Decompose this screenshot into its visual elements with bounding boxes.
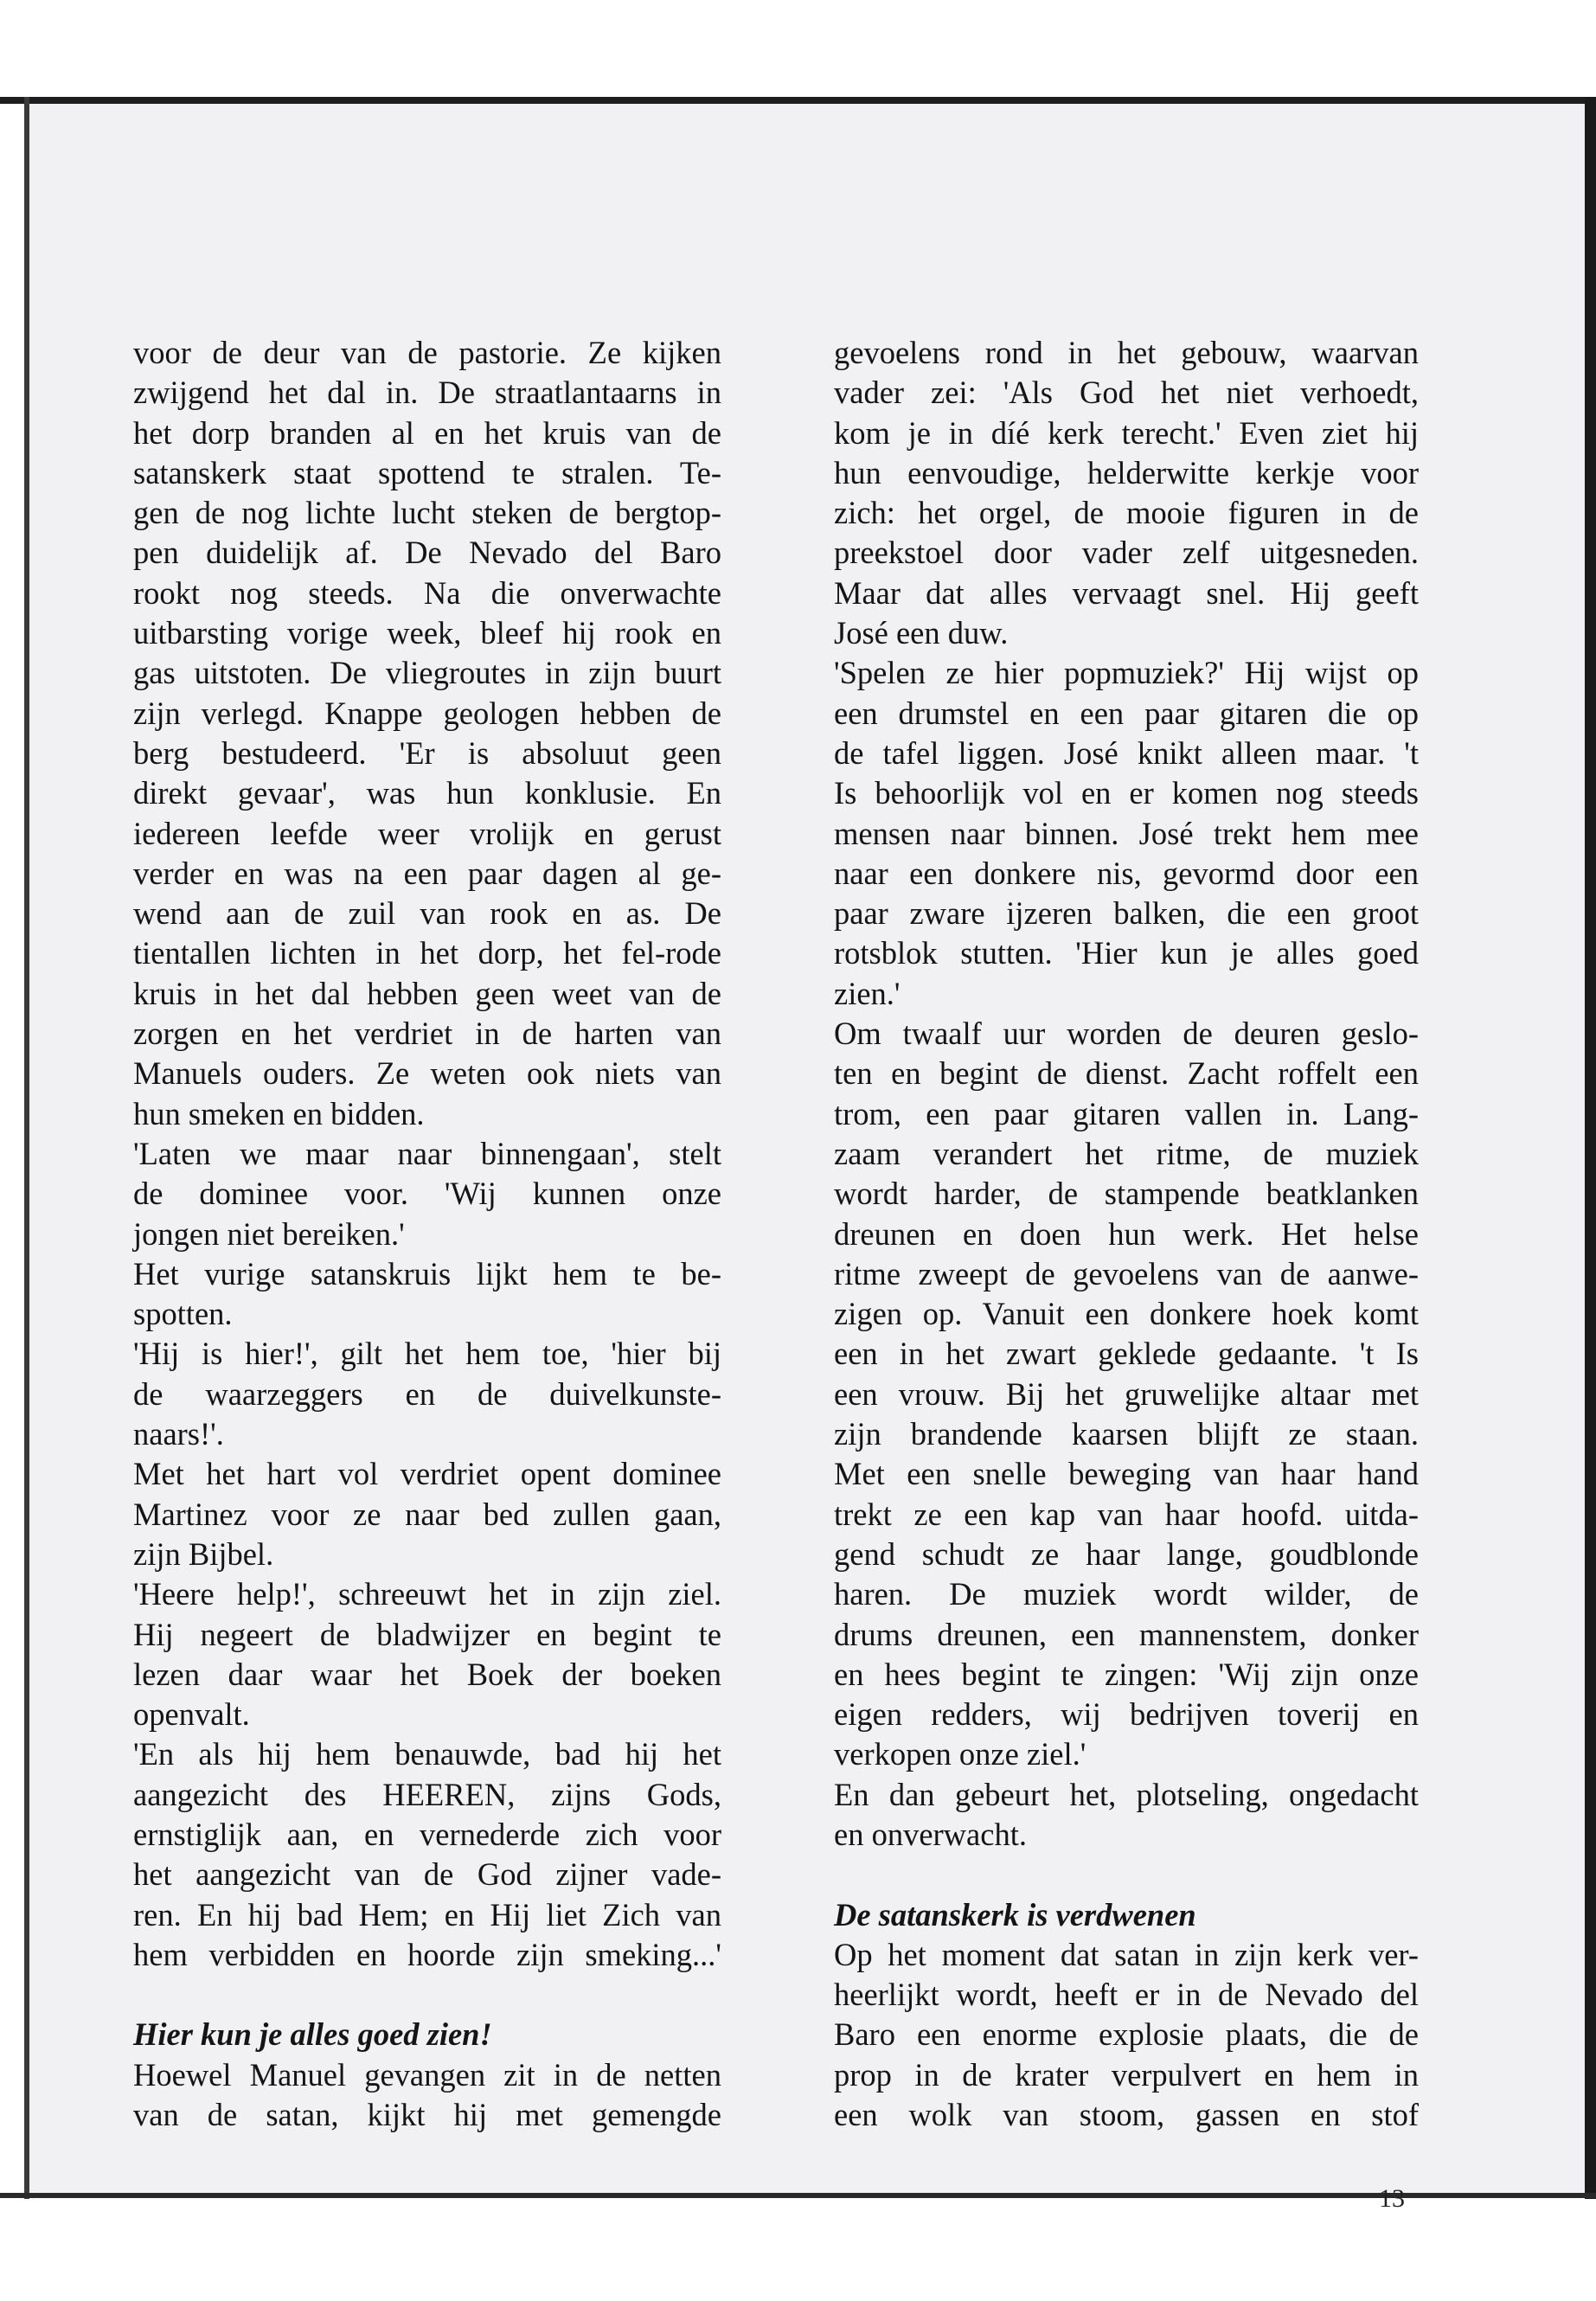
text-line: zigen op. Vanuit een donkere hoek komt	[834, 1296, 1419, 1332]
text-line: zien.'	[834, 975, 901, 1011]
text-line: satanskerk staat spottend te stralen. Te-	[133, 454, 721, 490]
text-line: en hees begint te zingen: 'Wij zijn onze	[834, 1656, 1419, 1692]
text-line: kruis in het dal hebben geen weet van de	[133, 975, 721, 1011]
text-line: Hoewel Manuel gevangen zit in de netten	[133, 2056, 721, 2093]
text-line: prop in de krater verpulvert en hem in	[834, 2056, 1419, 2093]
text-line: hun smeken en bidden.	[133, 1095, 425, 1131]
page-number: 13	[1379, 2184, 1405, 2213]
text-line: ritme zweept de gevoelens van de aanwe-	[834, 1255, 1419, 1292]
text-line: iedereen leefde weer vrolijk en gerust	[133, 815, 721, 851]
text-line: rookt nog steeds. Na die onverwachte	[133, 574, 721, 611]
book-page	[29, 104, 1585, 2213]
text-line: Baro een enorme explosie plaats, die de	[834, 2016, 1419, 2053]
text-line: een in het zwart geklede gedaante. 't Is	[834, 1336, 1419, 1372]
text-line: direkt gevaar', was hun konklusie. En	[133, 775, 721, 811]
text-line: de waarzeggers en de duivelkunste-	[133, 1375, 721, 1412]
text-line: wend aan de zuil van rook en as. De	[133, 895, 721, 932]
text-line: dreunen en doen hun werk. Het helse	[834, 1215, 1419, 1252]
text-line: rotsblok stutten. 'Hier kun je alles goed	[834, 935, 1419, 971]
text-line: gas uitstoten. De vliegroutes in zijn buurt	[133, 655, 721, 691]
text-line: En dan gebeurt het, plotseling, ongedacht	[834, 1776, 1419, 1812]
text-line: openvalt.	[133, 1696, 250, 1733]
scan-border-right	[1585, 97, 1596, 2199]
text-line: vader zei: 'Als God het niet verhoedt,	[834, 375, 1419, 411]
text-line: 'Heere help!', schreeuwt het in zijn ziel.	[133, 1576, 721, 1612]
scan-border-bottom	[0, 2193, 1596, 2198]
text-line: een vrouw. Bij het gruwelijke altaar met	[834, 1375, 1419, 1412]
section-heading: Hier kun je alles goed zien!	[133, 2016, 492, 2053]
text-line: het aangezicht van de God zijner vade-	[133, 1856, 721, 1893]
text-line: jongen niet bereiken.'	[133, 1215, 405, 1252]
scan-border-top	[0, 97, 1596, 104]
text-line: 'Hij is hier!', gilt het hem toe, 'hier bij	[133, 1336, 721, 1372]
text-line: berg bestudeerd. 'Er is absoluut geen	[133, 734, 721, 771]
text-line: pen duidelijk af. De Nevado del Baro	[133, 535, 721, 571]
text-line: gen de nog lichte lucht steken de bergtop-	[133, 495, 721, 531]
text-line: de tafel liggen. José knikt alleen maar. 't	[834, 734, 1419, 771]
paragraph-gap	[834, 1855, 1419, 1894]
text-line: gevoelens rond in het gebouw, waarvan	[834, 335, 1419, 370]
text-line: lezen daar waar het Boek der boeken	[133, 1656, 721, 1692]
text-line: Met een snelle beweging van haar hand	[834, 1456, 1419, 1492]
text-line: 'En als hij hem benauwde, bad hij het	[133, 1736, 721, 1772]
text-line: eigen redders, wij bedrijven toverij en	[834, 1696, 1419, 1733]
text-line: gend schudt ze haar lange, goudblonde	[834, 1535, 1419, 1572]
text-line: Om twaalf uur worden de deuren geslo-	[834, 1016, 1419, 1052]
text-line: ren. En hij bad Hem; en Hij liet Zich van	[133, 1896, 721, 1932]
text-line: het dorp branden al en het kruis van de	[133, 414, 721, 451]
text-line: ten en begint de dienst. Zacht roffelt een	[834, 1055, 1419, 1092]
text-line: een drumstel en een paar gitaren die op	[834, 695, 1419, 731]
text-line: Op het moment dat satan in zijn kerk ver-	[834, 1936, 1419, 1972]
text-line: zijn Bijbel.	[133, 1535, 274, 1572]
text-line: zorgen en het verdriet in de harten van	[133, 1016, 721, 1052]
text-line: een wolk van stoom, gassen en stof	[834, 2097, 1419, 2133]
text-line: uitbarsting vorige week, bleef hij rook en	[133, 615, 721, 651]
text-line: zich: het orgel, de mooie figuren in de	[834, 495, 1419, 531]
text-line: kom je in díé kerk terecht.' Even ziet hij	[834, 414, 1419, 451]
text-line: verder en was na een paar dagen al ge-	[133, 855, 721, 891]
text-line: heerlijkt wordt, heeft er in de Nevado del	[834, 1977, 1419, 2013]
text-line: preekstoel door vader zelf uitgesneden.	[834, 535, 1419, 571]
text-line: Martinez voor ze naar bed zullen gaan,	[133, 1496, 721, 1532]
text-line: Hij negeert de bladwijzer en begint te	[133, 1616, 721, 1652]
text-line: drums dreunen, een mannenstem, donker	[834, 1616, 1419, 1652]
text-line: Met het hart vol verdriet opent dominee	[133, 1456, 721, 1492]
text-line: wordt harder, de stampende beatklanken	[834, 1176, 1419, 1212]
text-line: 'Laten we maar naar binnengaan', stelt	[133, 1135, 721, 1171]
left-column	[133, 333, 721, 2135]
text-line: voor de deur van de pastorie. Ze kijken	[133, 335, 721, 370]
text-line: hun eenvoudige, helderwitte kerkje voor	[834, 454, 1419, 490]
text-line: trekt ze een kap van haar hoofd. uitda-	[834, 1496, 1419, 1532]
text-line: Manuels ouders. Ze weten ook niets van	[133, 1055, 721, 1092]
text-line: zaam verandert het ritme, de muziek	[834, 1135, 1419, 1171]
right-column	[834, 333, 1419, 2135]
text-line: zijn verlegd. Knappe geologen hebben de	[133, 695, 721, 731]
text-line: mensen naar binnen. José trekt hem mee	[834, 815, 1419, 851]
text-line: de dominee voor. 'Wij kunnen onze	[133, 1176, 721, 1212]
text-line: hem verbidden en hoorde zijn smeking...'	[133, 1936, 721, 1972]
text-line: aangezicht des HEEREN, zijns Gods,	[133, 1776, 721, 1812]
text-line: Het vurige satanskruis lijkt hem te be-	[133, 1255, 721, 1292]
text-line: naar een donkere nis, gevormd door een	[834, 855, 1419, 891]
text-line: Maar dat alles vervaagt snel. Hij geeft	[834, 574, 1419, 611]
text-line: naars!'.	[133, 1416, 224, 1452]
text-line: verkopen onze ziel.'	[834, 1736, 1086, 1772]
text-line: tientallen lichten in het dorp, het fel-rode	[133, 935, 721, 971]
text-line: ernstiglijk aan, en vernederde zich voor	[133, 1816, 721, 1852]
text-line: zwijgend het dal in. De straatlantaarns in	[133, 375, 721, 411]
text-line: Is behoorlijk vol en er komen nog steeds	[834, 775, 1419, 811]
section-heading: De satanskerk is verdwenen	[834, 1896, 1196, 1932]
text-line: trom, een paar gitaren vallen in. Lang-	[834, 1095, 1419, 1131]
text-line: en onverwacht.	[834, 1816, 1027, 1852]
text-line: paar zware ijzeren balken, die een groot	[834, 895, 1419, 932]
text-line: 'Spelen ze hier popmuziek?' Hij wijst op	[834, 655, 1419, 691]
text-line: zijn brandende kaarsen blijft ze staan.	[834, 1416, 1419, 1452]
text-line: spotten.	[133, 1296, 233, 1332]
text-line: José een duw.	[834, 615, 1009, 651]
text-line: van de satan, kijkt hij met gemengde	[133, 2097, 721, 2133]
text-line: haren. De muziek wordt wilder, de	[834, 1576, 1419, 1612]
paragraph-gap	[133, 1975, 721, 2015]
